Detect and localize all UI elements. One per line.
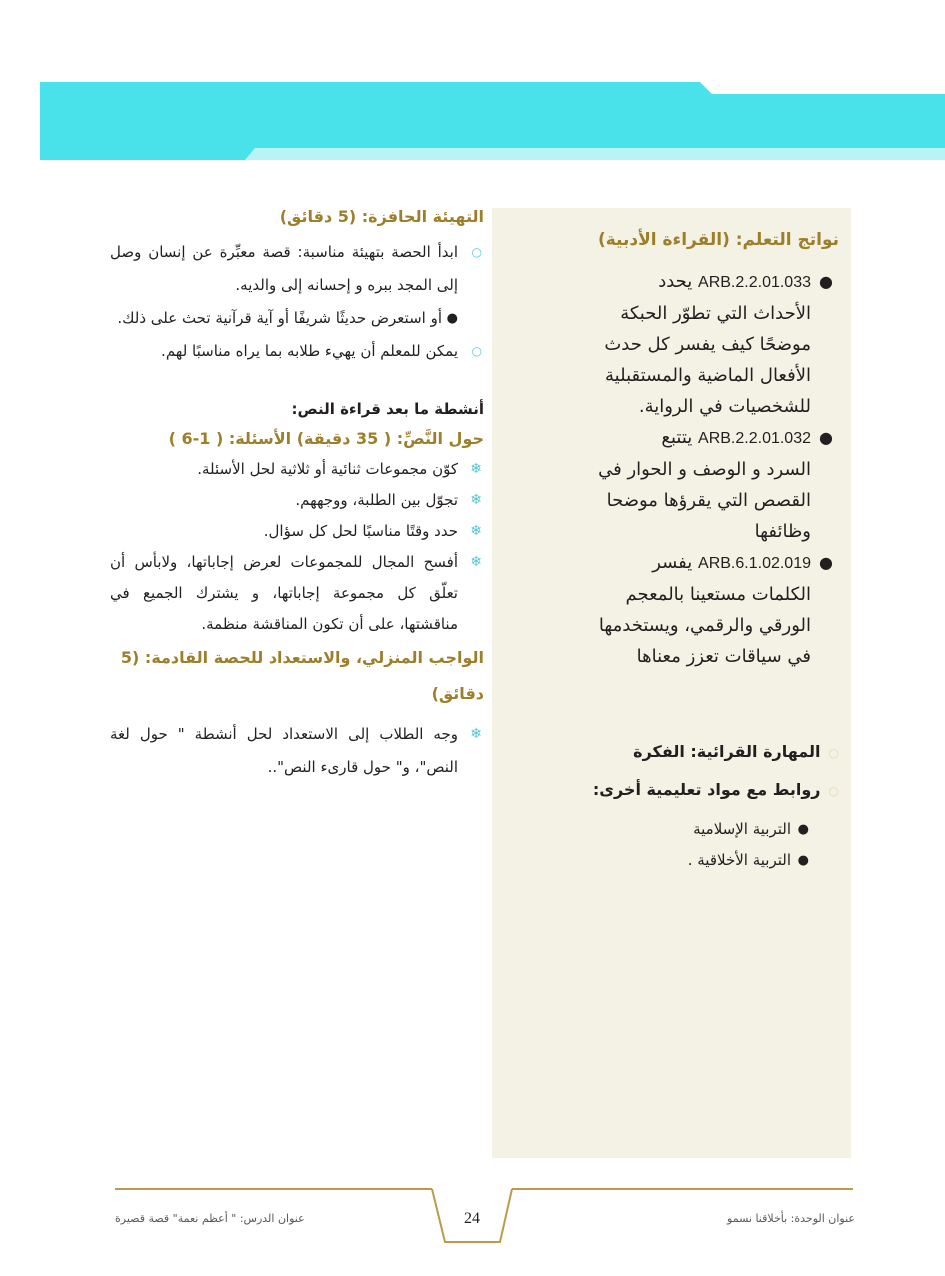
activity-item: ❄ كوّن مجموعات ثنائية أو ثلاثية لحل الأسئلة. (110, 454, 484, 485)
snowflake-bullet-icon: ❄ (470, 726, 482, 742)
subject-item: ● التربية الأخلاقية . (687, 851, 809, 869)
outcomes-title: نواتج التعلم: (القراءة الأدبية) (597, 230, 839, 250)
outcome-item: ● ARB.6.1.02.019 يفسر الكلمات مستعينا بالمعجم الورقي والرقمي، ويستخدمها في سياقات تعزز معناها (598, 552, 833, 667)
snowflake-bullet-icon: ❄ (470, 523, 482, 539)
subjects-list (539, 814, 839, 876)
snowflake-bullet-icon: ❄ (470, 461, 482, 477)
footer-unit-title: عنوان الوحدة: بأخلاقنا نسمو (727, 1212, 855, 1225)
warmup-subpoint: ● أو استعرض حديثًا شريفًا أو آية قرآنية تحث على ذلك. (110, 302, 484, 335)
around-text-title: حول النَّصِّ: ( 35 دقيقة) الأسئلة: ( 1-6 ) (168, 429, 484, 448)
warmup-paragraph-2: ○ يمكن للمعلم أن يهيء طلابه بما يراه مناسبًا لهم. (110, 335, 484, 368)
outcomes-list (509, 266, 839, 672)
snowflake-bullet-icon: ❄ (470, 554, 482, 570)
warmup-title: التهيئة الحافزة: (5 دقائق) (279, 207, 484, 226)
dot-bullet-icon: ● (446, 311, 458, 326)
homework-paragraph: ❄ وجه الطلاب إلى الاستعداد لحل أنشطة " حول لغة النص"، و" حول قارىء النص".. (110, 718, 484, 784)
ring-bullet-icon: ○ (471, 245, 482, 259)
lesson-procedure (110, 202, 484, 784)
learning-outcomes-panel (492, 208, 851, 1158)
activity-item: ❄ تجوّل بين الطلبة، ووجههم. (110, 485, 484, 516)
after-reading-title: أنشطة ما بعد قراءة النص: (291, 400, 484, 418)
snowflake-bullet-icon: ❄ (470, 492, 482, 508)
subject-item: ● التربية الإسلامية (693, 820, 809, 838)
page-number: 24 (464, 1210, 480, 1227)
reading-skill: ○المهارة القرائية: الفكرة (633, 742, 839, 761)
ring-bullet-icon: ○ (828, 746, 839, 760)
homework-title: الواجب المنزلي، والاستعداد للحصة القادمة: (5 دقائق) (120, 648, 484, 703)
cross-links-title: ○روابط مع مواد تعليمية أخرى: (592, 780, 839, 799)
ring-bullet-icon: ○ (471, 344, 482, 358)
warmup-paragraph: ○ ابدأ الحصة بتهيئة مناسبة: قصة معبِّرة عن إنسان وصل إلى المجد ببره و إحسانه إلى والديه. (110, 236, 484, 302)
header-banner (0, 0, 945, 165)
activity-item: ❄ حدد وقتًا مناسبًا لحل كل سؤال. (110, 516, 484, 547)
outcome-item: ● ARB.2.2.01.033 يحدد الأحداث التي تطوّر الحبكة موضحًا كيف يفسر كل حدث الأفعال الماضية والمستقبلية للشخصيات في الرواية. (604, 271, 833, 417)
ring-bullet-icon: ○ (828, 784, 839, 798)
footer-lesson-title: عنوان الدرس: " أعظم نعمة" قصة قصيرة (115, 1212, 305, 1225)
activity-item: ❄ أفسح المجال للمجموعات لعرض إجاباتها، ولابأس أن تعلّق كل مجموعة إجاباتها، و يشترك الجميع في مناقشتها، على أن تكون المناقشة منظمة. (110, 547, 484, 640)
outcome-item: ● ARB.2.2.01.032 يتتبع السرد و الوصف و الحوار في القصص التي يقرؤها موضحا وظائفها (598, 427, 833, 542)
